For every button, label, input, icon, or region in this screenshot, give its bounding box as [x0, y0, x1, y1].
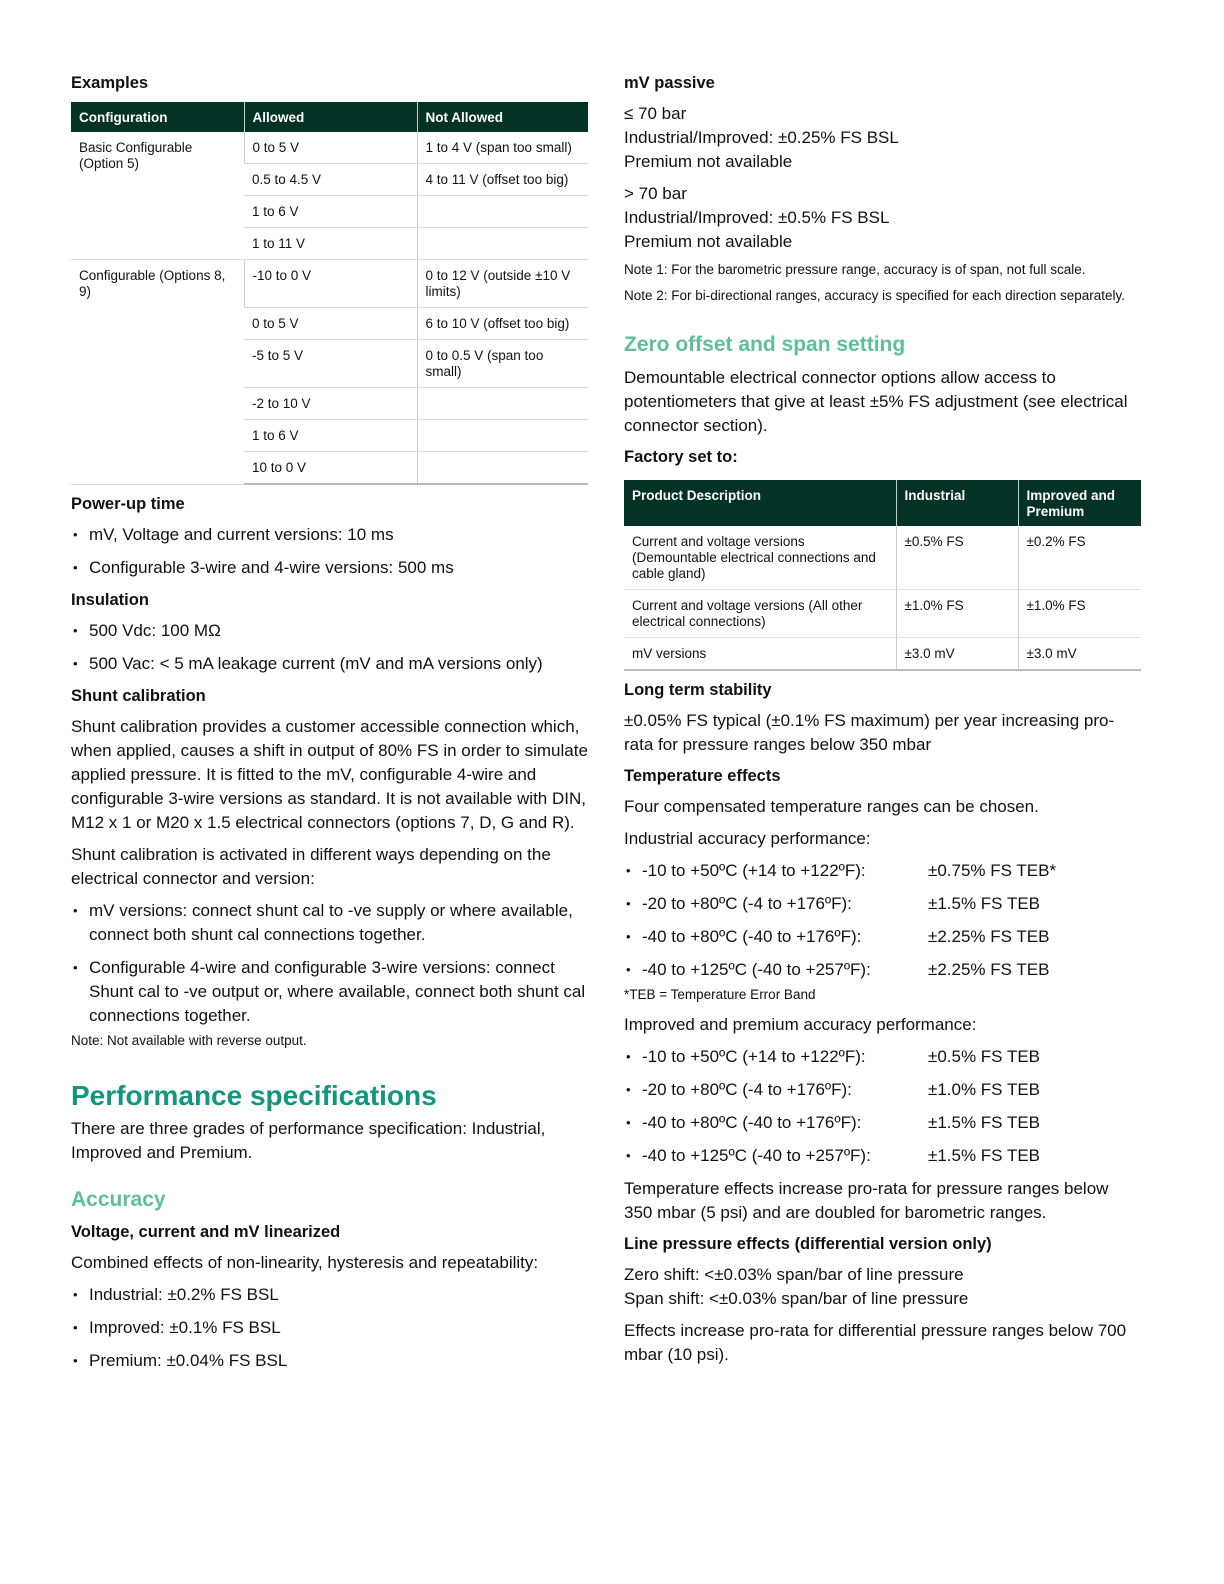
- list-item: • Premium: ±0.04% FS BSL: [71, 1349, 588, 1373]
- allowed-cell: 1 to 11 V: [244, 228, 417, 260]
- premium-temp-list: [624, 1045, 1141, 1168]
- shunt-paragraph-2: Shunt calibration is activated in different ways depending on the electrical connector and version:: [71, 845, 551, 888]
- examples-heading: Examples: [71, 74, 149, 92]
- allowed-cell: 10 to 0 V: [244, 452, 417, 485]
- temp-value: ±2.25% FS TEB: [928, 960, 1050, 979]
- column-header: Not Allowed: [417, 102, 588, 132]
- factory-set-table: [624, 480, 1141, 671]
- insulation-heading: Insulation: [71, 591, 149, 609]
- column-header: Configuration: [71, 102, 244, 132]
- temperature-heading: Temperature effects: [624, 767, 781, 785]
- list-item: • Configurable 3-wire and 4-wire versions: 500 ms: [71, 556, 588, 580]
- insulation-list: [71, 619, 588, 676]
- list-item: [624, 859, 1141, 883]
- temp-value: ±2.25% FS TEB: [928, 927, 1050, 946]
- not-allowed-cell: 0 to 0.5 V (span too small): [417, 340, 588, 388]
- list-item: [624, 1078, 1141, 1102]
- industrial-temp-list: [624, 859, 1141, 982]
- temp-value: ±0.75% FS TEB*: [928, 861, 1057, 880]
- not-allowed-cell: [417, 196, 588, 228]
- premium-availability: Premium not available: [624, 232, 793, 251]
- list-item: [624, 1111, 1141, 1135]
- table-row: [71, 260, 588, 308]
- mv-passive-block: [624, 102, 1141, 174]
- accuracy-value: Industrial/Improved: ±0.5% FS BSL: [624, 208, 890, 227]
- list-item: • Industrial: ±0.2% FS BSL: [71, 1283, 588, 1307]
- shunt-heading: Shunt calibration: [71, 687, 206, 705]
- accuracy-intro: Combined effects of non-linearity, hysteresis and repeatability:: [71, 1253, 539, 1272]
- temp-value: ±1.5% FS TEB: [928, 1113, 1041, 1132]
- allowed-cell: 1 to 6 V: [244, 196, 417, 228]
- not-allowed-cell: [417, 388, 588, 420]
- list-item: [624, 925, 1141, 949]
- list-item: [624, 958, 1141, 982]
- allowed-cell: 1 to 6 V: [244, 420, 417, 452]
- temp-value: ±1.5% FS TEB: [928, 1146, 1041, 1165]
- temp-range: • -20 to +80ºC (-4 to +176ºF):: [642, 1080, 852, 1099]
- zero-offset-paragraph: Demountable electrical connector options allow access to potentiometers that give at least ±5% FS adjustment (see electrical connector section).: [624, 368, 1128, 435]
- line-pressure-outro: Effects increase pro-rata for differential pressure ranges below 700 mbar (10 psi).: [624, 1321, 1127, 1364]
- performance-heading: Performance specifications: [71, 1080, 437, 1111]
- range-label: ≤ 70 bar: [624, 104, 687, 123]
- description-cell: Current and voltage versions (Demountable electrical connections and cable gland): [624, 526, 896, 590]
- industrial-cell: ±3.0 mV: [896, 638, 1018, 671]
- factory-set-heading: Factory set to:: [624, 448, 738, 466]
- not-allowed-cell: [417, 452, 588, 485]
- config-cell: Configurable (Options 8, 9): [71, 260, 244, 485]
- not-allowed-cell: [417, 420, 588, 452]
- allowed-cell: -10 to 0 V: [244, 260, 417, 308]
- mv-passive-heading: mV passive: [624, 74, 715, 92]
- table-header-row: [71, 102, 588, 132]
- accuracy-value: Industrial/Improved: ±0.25% FS BSL: [624, 128, 899, 147]
- list-item: • mV, Voltage and current versions: 10 ms: [71, 523, 588, 547]
- config-cell: Basic Configurable (Option 5): [71, 132, 244, 260]
- shunt-paragraph-1: Shunt calibration provides a customer accessible connection which, when applied, causes a shift in output of 80% FS in order to simulate applied pressure. It is fitted to the mV, configurable 4-wire and configurable 3-wire versions as standard. It is not available with DIN, M12 x 1 or M20 x 1.5 electrical connectors (options 7, D, G and R).: [71, 717, 588, 832]
- list-item: [624, 1045, 1141, 1069]
- mv-passive-block: [624, 182, 1141, 254]
- power-up-list: [71, 523, 588, 580]
- temperature-outro: Temperature effects increase pro-rata for pressure ranges below 350 mbar (5 psi) and are doubled for barometric ranges.: [624, 1179, 1109, 1222]
- column-header: Product Description: [624, 480, 896, 526]
- stability-paragraph: ±0.05% FS typical (±0.1% FS maximum) per year increasing pro-rata for pressure ranges below 350 mbar: [624, 711, 1115, 754]
- power-up-heading: Power-up time: [71, 495, 185, 513]
- list-item: [624, 892, 1141, 916]
- list-item: • 500 Vac: < 5 mA leakage current (mV and mA versions only): [71, 652, 588, 676]
- accuracy-heading: Accuracy: [71, 1188, 166, 1211]
- not-allowed-cell: 4 to 11 V (offset too big): [417, 164, 588, 196]
- line-pressure-shifts: [624, 1263, 1141, 1311]
- allowed-cell: 0 to 5 V: [244, 132, 417, 164]
- range-label: > 70 bar: [624, 184, 687, 203]
- note-1: Note 1: For the barometric pressure range, accuracy is of span, not full scale.: [624, 262, 1086, 277]
- not-allowed-cell: [417, 228, 588, 260]
- temp-value: ±1.5% FS TEB: [928, 894, 1041, 913]
- accuracy-list: [71, 1283, 588, 1373]
- allowed-cell: 0.5 to 4.5 V: [244, 164, 417, 196]
- list-item: [624, 1144, 1141, 1168]
- industrial-cell: ±0.5% FS: [896, 526, 1018, 590]
- right-column: [624, 72, 1141, 1375]
- description-cell: mV versions: [624, 638, 896, 671]
- list-item: • 500 Vdc: 100 MΩ: [71, 619, 588, 643]
- not-allowed-cell: 6 to 10 V (offset too big): [417, 308, 588, 340]
- premium-cell: ±0.2% FS: [1018, 526, 1141, 590]
- left-column: [71, 72, 588, 1382]
- column-header: Industrial: [896, 480, 1018, 526]
- accuracy-subheading: Voltage, current and mV linearized: [71, 1223, 341, 1241]
- list-item: • Improved: ±0.1% FS BSL: [71, 1316, 588, 1340]
- span-shift: Span shift: <±0.03% span/bar of line pressure: [624, 1289, 969, 1308]
- list-item: • mV versions: connect shunt cal to -ve supply or where available, connect both shunt cal connections together.: [71, 899, 588, 947]
- shunt-note: Note: Not available with reverse output.: [71, 1033, 307, 1048]
- allowed-cell: -2 to 10 V: [244, 388, 417, 420]
- line-pressure-heading: Line pressure effects (differential version only): [624, 1235, 992, 1253]
- temp-range: • -40 to +125ºC (-40 to +257ºF):: [642, 960, 871, 979]
- table-row: [624, 590, 1141, 638]
- table-header-row: [624, 480, 1141, 526]
- industrial-cell: ±1.0% FS: [896, 590, 1018, 638]
- performance-intro: There are three grades of performance specification: Industrial, Improved and Premium.: [71, 1119, 546, 1162]
- description-cell: Current and voltage versions (All other electrical connections): [624, 590, 896, 638]
- shunt-list: [71, 899, 588, 1028]
- premium-label: Improved and premium accuracy performance:: [624, 1015, 977, 1034]
- temp-range: • -40 to +80ºC (-40 to +176ºF):: [642, 1113, 862, 1132]
- industrial-label: Industrial accuracy performance:: [624, 829, 871, 848]
- premium-cell: ±3.0 mV: [1018, 638, 1141, 671]
- column-header: Improved and Premium: [1018, 480, 1141, 526]
- stability-heading: Long term stability: [624, 681, 772, 699]
- table-row: [71, 132, 588, 164]
- table-row: [624, 638, 1141, 671]
- temp-range: • -40 to +80ºC (-40 to +176ºF):: [642, 927, 862, 946]
- list-item: • Configurable 4-wire and configurable 3-wire versions: connect Shunt cal to -ve output or, where available, connect both shunt cal connections together.: [71, 956, 588, 1028]
- temp-range: • -10 to +50ºC (+14 to +122ºF):: [642, 1047, 866, 1066]
- temp-value: ±0.5% FS TEB: [928, 1047, 1041, 1066]
- teb-note: *TEB = Temperature Error Band: [624, 987, 816, 1002]
- allowed-cell: -5 to 5 V: [244, 340, 417, 388]
- zero-shift: Zero shift: <±0.03% span/bar of line pressure: [624, 1265, 964, 1284]
- note-2: Note 2: For bi-directional ranges, accuracy is specified for each direction separately.: [624, 288, 1125, 303]
- temperature-intro: Four compensated temperature ranges can be chosen.: [624, 797, 1039, 816]
- temp-range: • -10 to +50ºC (+14 to +122ºF):: [642, 861, 866, 880]
- not-allowed-cell: 1 to 4 V (span too small): [417, 132, 588, 164]
- premium-availability: Premium not available: [624, 152, 793, 171]
- examples-table: [71, 102, 588, 485]
- temp-value: ±1.0% FS TEB: [928, 1080, 1041, 1099]
- not-allowed-cell: 0 to 12 V (outside ±10 V limits): [417, 260, 588, 308]
- table-row: [624, 526, 1141, 590]
- temp-range: • -20 to +80ºC (-4 to +176ºF):: [642, 894, 852, 913]
- allowed-cell: 0 to 5 V: [244, 308, 417, 340]
- column-header: Allowed: [244, 102, 417, 132]
- premium-cell: ±1.0% FS: [1018, 590, 1141, 638]
- temp-range: • -40 to +125ºC (-40 to +257ºF):: [642, 1146, 871, 1165]
- zero-offset-heading: Zero offset and span setting: [624, 333, 906, 356]
